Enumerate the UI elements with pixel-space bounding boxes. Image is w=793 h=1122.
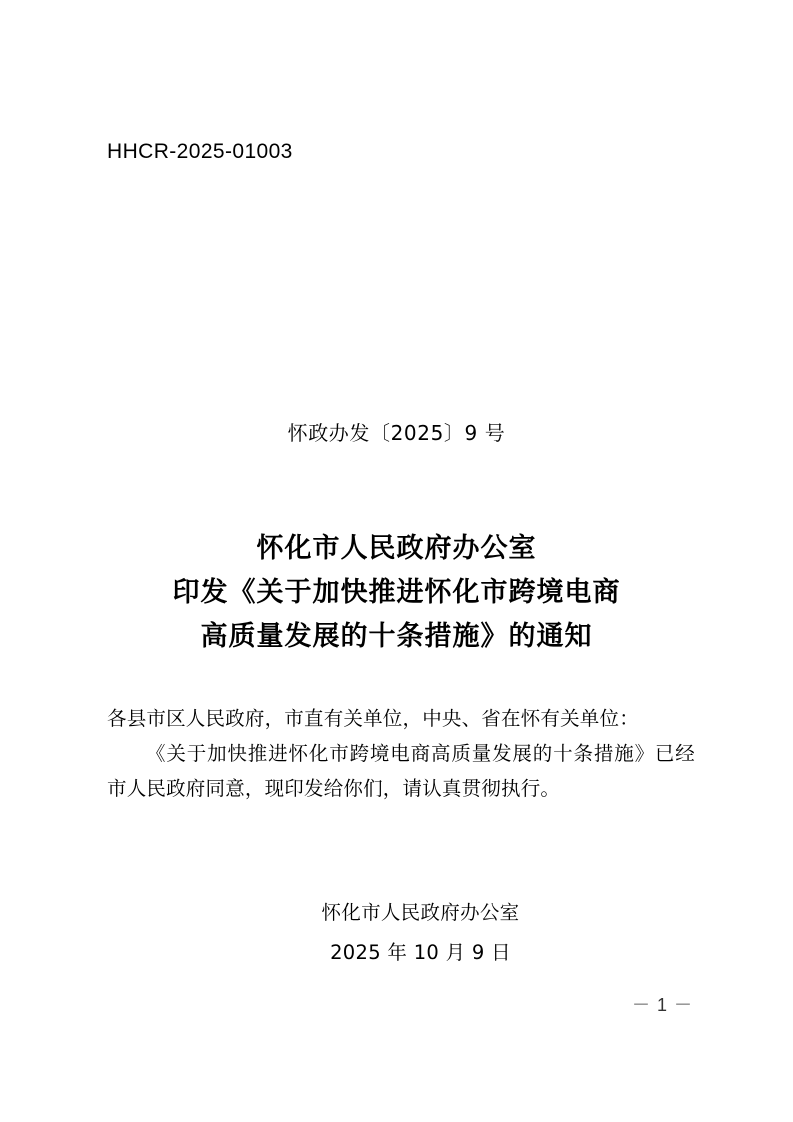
signature-date: 2025 年 10 月 9 日 bbox=[330, 941, 511, 964]
document-body bbox=[107, 701, 695, 806]
body-salutation: 各县市区人民政府，市直有关单位，中央、省在怀有关单位： bbox=[107, 707, 639, 730]
document-title bbox=[0, 527, 793, 659]
body-paragraph: 《关于加快推进怀化市跨境电商高质量发展的十条措施》已经市人民政府同意，现印发给你们，请认真贯彻执行。 bbox=[107, 742, 695, 800]
title-line-3: 高质量发展的十条措施》的通知 bbox=[200, 621, 593, 652]
title-line-1: 怀化市人民政府办公室 bbox=[256, 533, 537, 564]
title-line-2: 印发《关于加快推进怀化市跨境电商 bbox=[172, 577, 621, 608]
signature-organization: 怀化市人民政府办公室 bbox=[321, 901, 520, 924]
document-issue-number: 怀政办发〔2025〕9 号 bbox=[287, 421, 506, 445]
document-signature bbox=[0, 893, 793, 973]
page-number: － 1 － bbox=[631, 995, 693, 1015]
document-reference-number: HHCR-2025-01003 bbox=[107, 140, 293, 163]
